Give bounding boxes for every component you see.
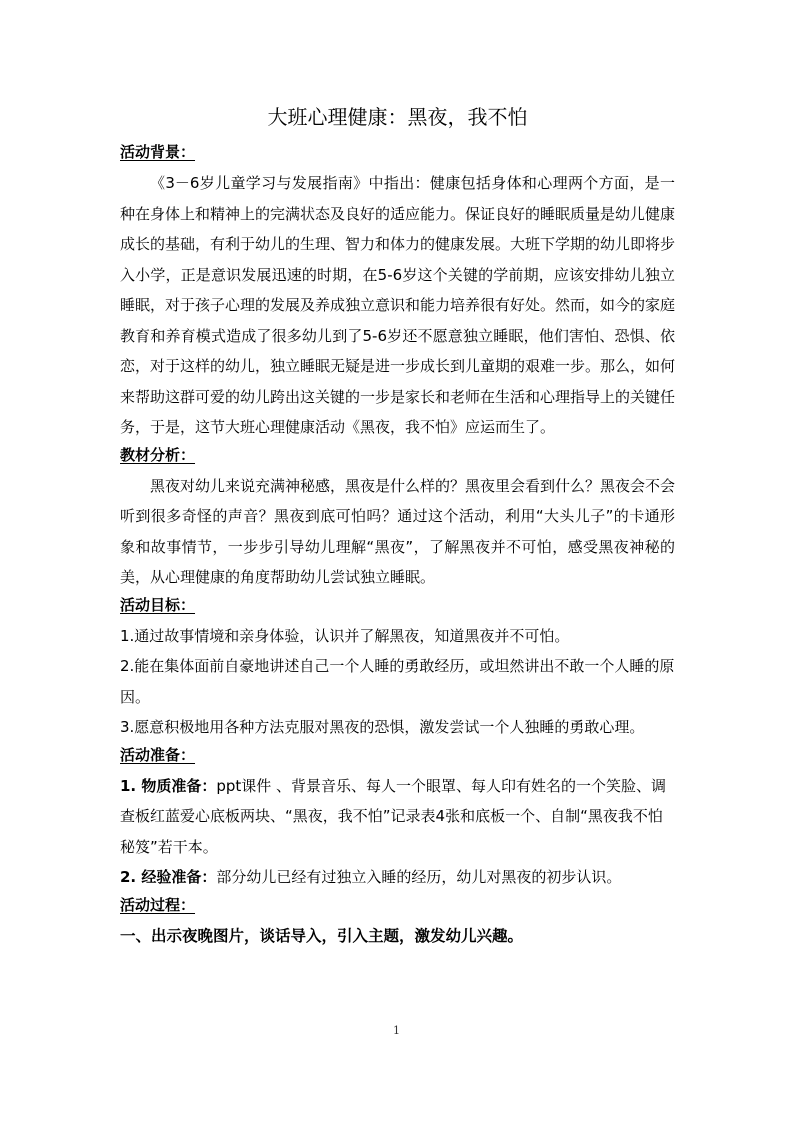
section-heading-row [120,743,675,771]
heading-goals: 活动目标： [120,595,196,614]
preparation-item-1 [120,771,675,863]
section-heading-row [120,593,675,621]
heading-process: 活动过程： [120,895,196,914]
paragraph-analysis: 黑夜对幼儿来说充满神秘感，黑夜是什么样的？黑夜里会看到什么？黑夜会不会听到很多奇怪的声音？黑夜到底可怕吗？通过这个活动，利用“大头儿子”的卡通形象和故事情节，一步步引导幼儿理解“黑夜”，了解黑夜并不可怕，感受黑夜神秘的美，从心理健康的角度帮助幼儿尝试独立睡眠。 [120,476,676,586]
paragraph-background: 《3－6岁儿童学习与发展指南》中指出：健康包括身体和心理两个方面，是一种在身体上和精神上的完满状态及良好的适应能力。保证良好的睡眠质量是幼儿健康成长的基础，有利于幼儿的生理、智力和体力的健康发展。大班下学期的幼儿即将步入小学，正是意识发展迅速的时期，在5-6岁这个关键的学前期，应该安排幼儿独立睡眠，对于孩子心理的发展及养成独立意识和能力培养很有好处。然而，如今的家庭教育和养育模式造成了很多幼儿到了5-6岁还不愿意独立睡眠，他们害怕、恐惧、依恋，对于这样的幼儿，独立睡眠无疑是进一步成长到儿童期的艰难一步。那么，如何来帮助这群可爱的幼儿跨出这关键的一步是家长和老师在生活和心理指导上的关键任务，于是，这节大班心理健康活动《黑夜，我不怕》应运而生了。 [120,174,676,436]
preparation-item-2-text: 部分幼儿已经有过独立入睡的经历，幼儿对黑夜的初步认识。 [216,868,622,886]
section-heading-row [120,893,675,921]
heading-preparation: 活动准备： [120,745,196,764]
document-title: 大班心理健康：黑夜，我不怕 [267,105,528,129]
goal-item-1: 1.通过故事情境和亲身体验，认识并了解黑夜，知道黑夜并不可怕。 [120,626,570,645]
section-heading-row [120,443,675,471]
process-step-1: 一、出示夜晚图片，谈话导入，引入主题，激发幼儿兴趣。 [120,926,524,945]
preparation-item-2-lead: 2. 经验准备： [120,868,217,886]
page-number: 1 [393,1024,400,1037]
heading-analysis: 教材分析： [120,445,196,464]
preparation-item-2 [120,862,675,893]
goal-item-2: 2.能在集体面前自豪地讲述自己一个人睡的勇敢经历，或坦然讲出不敢一个人睡的原因。 [120,657,675,706]
goal-item-3: 3.愿意积极地用各种方法克服对黑夜的恐惧，激发尝试一个人独睡的勇敢心理。 [120,718,645,736]
preparation-item-1-text: ppt课件 、背景音乐、每人一个眼罩、每人印有姓名的一个笑脸、调查板红蓝爱心底板两块、“黑夜，我不怕”记录表4张和底板一个、自制“黑夜我不怕秘笈”若干本。 [120,776,667,856]
preparation-item-1-lead: 1. 物质准备： [120,776,217,795]
heading-background: 活动背景： [120,143,196,161]
section-heading-row [120,140,675,168]
document-page [120,100,675,951]
